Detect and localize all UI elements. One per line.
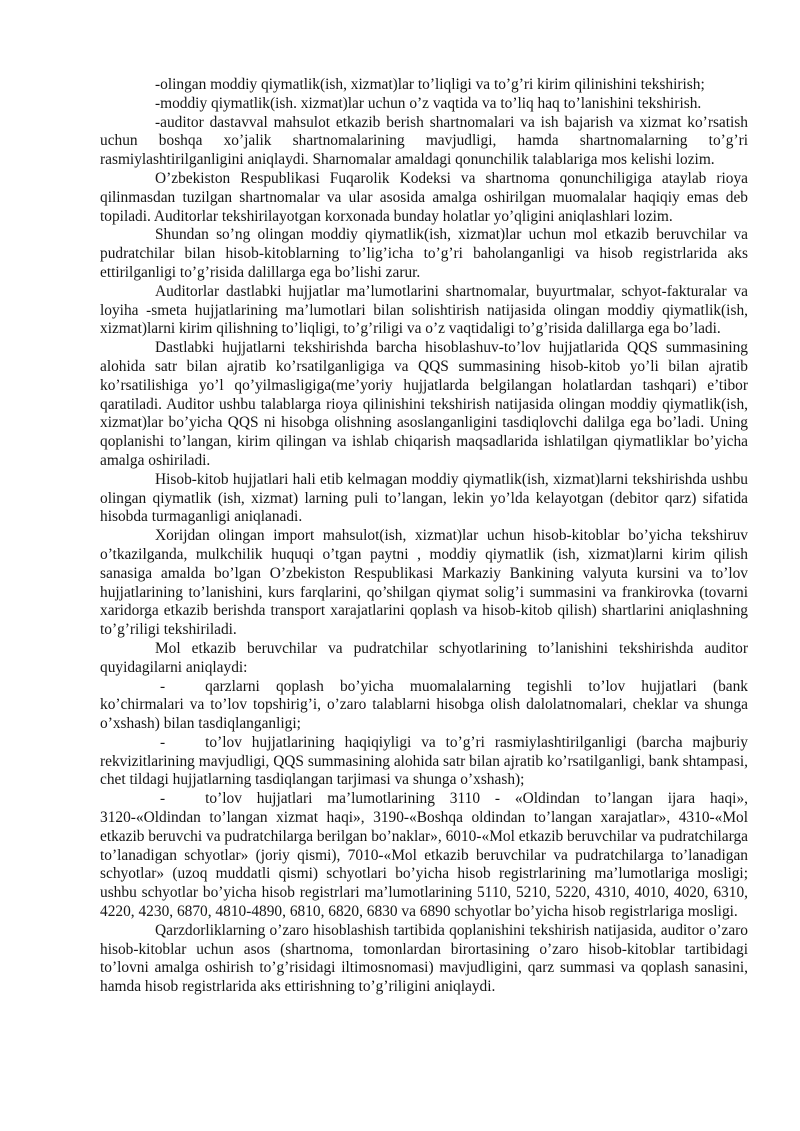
bullet-item-account-registers [100,790,748,922]
paragraph-check-payment: -moddiy qiymatlik(ish. xizmat)lar uchun o’z vaqtida va to’liq haq to’lanishini tekshirish. [155,94,702,112]
paragraph-primary-documents: Auditorlar dastlabki hujjatlar ma’lumotlarini shartnomalar, buyurtmalar, schyot-fakturalar va loyiha -smeta hujjatlarining ma’lumotlari bilan solishtirish natijasida olingan moddiy qiymatlik(ish, xizmat)larni kirim qilishning to’liqligi, to’g’riligi va o’z vaqtidaligi to’g’risida dalillarga ega bo’ladi. [100,282,748,338]
document-text-block [100,76,748,997]
paragraph-goods-in-transit: Hisob-kitob hujjatlari hali etib kelmagan moddiy qiymatlik(ish, xizmat)larni tekshirishda ushbu olingan qiymatlik (ish, xizmat) larning puli to’langan, lekin yo’lda kelayotgan (debitor qarz) sifatida hisobda turmaganligi aniqlanadi. [100,470,748,526]
bullet-text: to’lov hujjatlarining haqiqiyligi va to’g’ri rasmiylashtirilganligi (barcha majburiy rekvizitlarining mavjudligi, QQS summasining alohida satr bilan ajratib ko’rsatilganligi, bank shtampasi, chet tildagi hujjatlarning tasdiqlangan tarjimasi va shunga o’xshash); [100,733,748,789]
paragraph-auditor-contracts: -auditor dastavval mahsulot etkazib berish shartnomalari va ish bajarish va xizmat ko’rsatish uchun boshqa xo’jalik shartnomalarining mavjudligi, hamda shartnomalarning to’g’ri rasmiylashtirilganligini aniqlaydi. Sharnomalar amaldagi qonunchilik talablariga mos kelishi lozim. [100,113,748,169]
paragraph-check-receipt: -olingan moddiy qiymatlik(ish, xizmat)lar to’liqligi va to’g’ri kirim qilinishini tekshirish; [155,76,705,93]
bullet-dash-marker: - [160,677,166,695]
paragraph-vat-check: Dastlabki hujjatlarni tekshirishda barcha hisoblashuv-to’lov hujjatlarida QQS summasining alohida satr bilan ajratib ko’rsatilganligiga va QQS summasining hisob-kitob yo’li bilan ajratib ko’rsatilishiga yo’l qo’yilmasligiga(me’yoriy hujjatlarda belgilangan holatlardan tashqari) e’tibor qaratiladi. Auditor ushbu talablarga rioya qilinishini tekshirish natijasida olingan moddiy qiymatlik(ish, xizmat)lar bo’yicha QQS ni hisobga olishning asoslanganligini tasdiqlovchi dalilga ega bo’ladi. Uning qoplanishi to’langan, kirim qilingan va ishlab chiqarish maqsadlarida ishlatilgan qiymatliklar bo’yicha amalga oshiriladi. [100,339,748,469]
bullet-dash-marker: - [160,733,166,751]
paragraph-civil-code: O’zbekiston Respublikasi Fuqarolik Kodeksi va shartnoma qonunchiligiga ataylab rioya qilinmasdan tuzilgan shartnomalar va ular asosida amalga oshirilgan muomalalar haqiqiy emas deb topiladi. Auditorlar tekshirilayotgan korxonada bunday holatlar yo’qligini aniqlashlari lozim. [100,169,748,225]
paragraph-suppliers-evidence: Shundan so’ng olingan moddiy qiymatlik(ish, xizmat)lar uchun mol etkazib beruvchilar va pudratchilar bilan hisob-kitoblarning to’lig’icha to’g’ri baholanganligi va hisob registrlarida aks ettirilganligi to’g’risida dalillarga ega bo’lishi zarur. [100,226,748,281]
bullet-text: to’lov hujjatlari ma’lumotlarining 3110 - «Oldindan to’langan ijara haqi», 3120-«Oldindan to’langan xizmat haqi», 3190-«Boshqa oldindan to’langan xarajatlar», 4310-«Mol etkazib beruvchi va pudratchilarga berilgan bo’naklar», 6010-«Mol etkazib beruvchilar va pudratchilarga to’lanadigan schyotlar» (joriy qismi), 7010-«Mol etkazib beruvchilar va pudratchilarga to’lanadigan schyotlar» (uzoq muddatli qismi) schyotlari bo’yicha hisob registrlarining ma’lumotlariga mosligi; ushbu schyotlar bo’yicha hisob registrlari ma’lumotlarining 5110, 5210, 5220, 4310, 4010, 4020, 6310, 4220, 4230, 6870, 4810-4890, 6810, 6820, 6830 va 6890 schyotlar bo’yicha hisob registrlariga mosligi. [100,790,748,921]
bullet-text: qarzlarni qoplash bo’yicha muomalalarning tegishli to’lov hujjatlari (bank ko’chirmalari va to’lov topshirig’i, o’zaro talablarni hisobga olish dalolatnomalari, cheklar va shunga o’xshash) bilan tasdiqlanganligi; [100,677,748,733]
bullet-item-document-validity [100,734,748,790]
bullet-dash-marker: - [160,790,166,808]
paragraph-supplier-invoices-intro: Mol etkazib beruvchilar va pudratchilar schyotlarining to’lanishini tekshirishda auditor quyidagilarni aniqlaydi: [100,639,748,676]
paragraph-import-settlements: Xorijdan olingan import mahsulot(ish, xizmat)lar uchun hisob-kitoblar bo’yicha tekshiruv o’tkazilganda, mulkchilik huquqi o’tgan paytni , moddiy qiymatlik (ish, xizmat)larni kirim qilish sanasiga amalda bo’lgan O’zbekiston Respublikasi Markaziy Bankining valyuta kursini va to’lov hujjatlarining to’lanishini, kurs farqlarini, qo’shilgan qiymat solig’i summasini va frankirovka (tovarni xaridorga etkazib berishda transport xarajatlarini qoplash va hisob-kitob qilish) shartlarini aniqlashning to’g’riligi tekshiriladi. [100,527,748,639]
bullet-item-debt-repayment [100,678,748,734]
paragraph-mutual-settlements: Qarzdorliklarning o’zaro hisoblashish tartibida qoplanishini tekshirish natijasida, auditor o’zaro hisob-kitoblar uchun asos (shartnoma, tomonlardan birortasining o’zaro hisob-kitoblar tartibidagi to’lovni amalga oshirish to’g’risidagi iltimosnomasi) mavjudligini, qarz summasi va qoplash sanasini, hamda hisob registrlarida aks ettirishning to’g’riligini aniqlaydi. [100,921,748,996]
